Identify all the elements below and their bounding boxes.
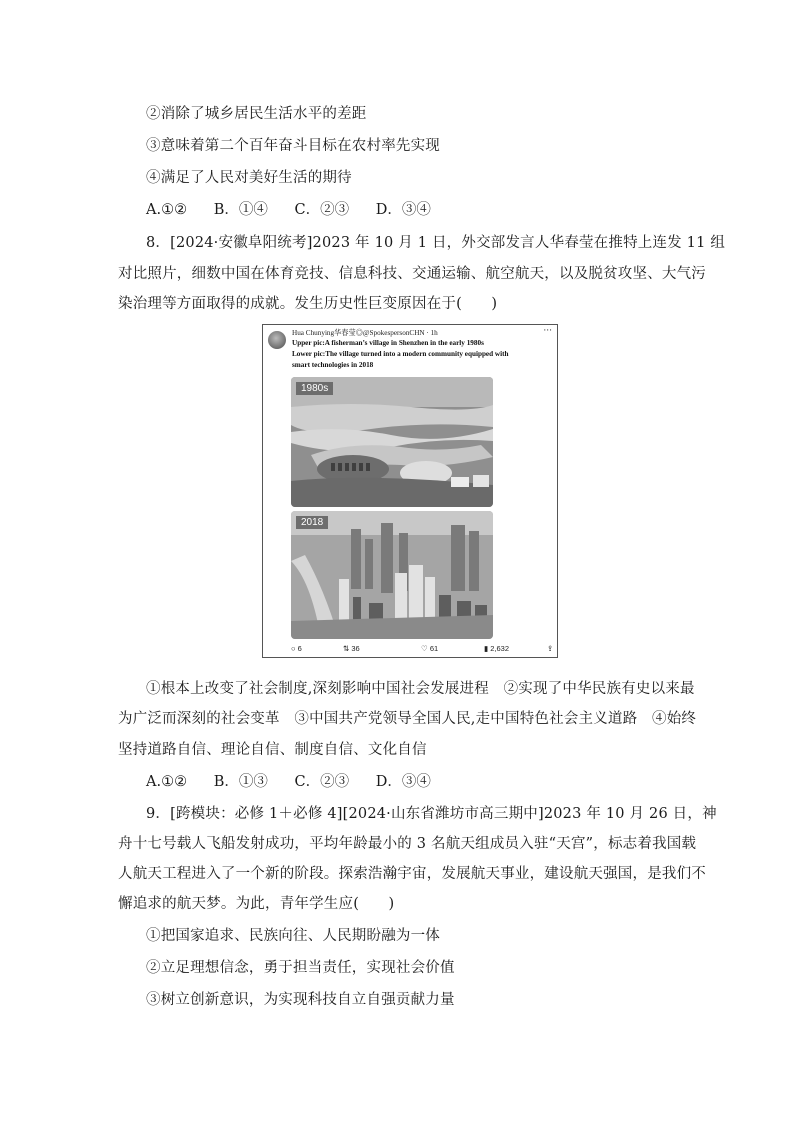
q9-option-2: ②立足理想信念，勇于担当责任，实现社会价值 bbox=[146, 960, 455, 976]
q9-stem-line-4: 懈追求的航天梦。为此，青年学生应( ) bbox=[118, 896, 395, 912]
avatar bbox=[268, 331, 286, 349]
more-icon: ··· bbox=[543, 326, 552, 336]
like-action[interactable] bbox=[421, 644, 438, 653]
q7-choice-b: B．①④ bbox=[213, 202, 268, 218]
heart-icon: ♡ bbox=[421, 644, 428, 653]
retweet-count: 36 bbox=[351, 644, 360, 653]
q8-stem-line-2: 对比照片，细数中国在体育竞技、信息科技、交通运输、航空航天，以及脱贫攻坚、大气污 bbox=[118, 266, 706, 282]
q8-choice-c: C．②③ bbox=[294, 774, 350, 790]
q7-choice-a: A.①② bbox=[146, 202, 188, 218]
q8-stem-line-3: 染治理等方面取得的成就。发生历史性巨变原因在于( ) bbox=[118, 296, 498, 312]
q7-option-2: ②消除了城乡居民生活水平的差距 bbox=[146, 106, 367, 122]
q7-choice-d: D．③④ bbox=[375, 202, 431, 218]
like-count: 61 bbox=[429, 644, 439, 653]
tweet-actions bbox=[291, 644, 561, 656]
q7-choice-c: C．②③ bbox=[294, 202, 350, 218]
q9-option-3: ③树立创新意识，为实现科技自立自强贡献力量 bbox=[146, 992, 455, 1008]
share-icon[interactable]: ⇪ bbox=[547, 644, 554, 653]
q8-statement-line-3: 坚持道路自信、理论自信、制度自信、文化自信 bbox=[118, 742, 427, 758]
q8-stem-line-1: 8．[2024·安徽阜阳统考]2023 年 10 月 1 日，外交部发言人华春莹在推特上连发 11 组 bbox=[146, 235, 726, 251]
tweet-text-line-3: smart technologies in 2018 bbox=[292, 361, 374, 369]
q7-answer-choices bbox=[146, 198, 453, 219]
reply-action[interactable] bbox=[291, 644, 302, 653]
q9-option-1: ①把国家追求、民族向往、人民期盼融为一体 bbox=[146, 928, 440, 944]
q8-statement-line-1: ①根本上改变了社会制度,深刻影响中国社会发展进程 ②实现了中华民族有史以来最 bbox=[146, 681, 695, 697]
tweet-card bbox=[262, 324, 558, 658]
q9-stem-line-3: 人航天工程进入了一个新的阶段。探索浩瀚宇宙，发展航天事业，建设航天强国，是我们不 bbox=[118, 866, 706, 882]
reply-count: 6 bbox=[297, 644, 302, 653]
bar-chart-icon: ▮ bbox=[484, 644, 489, 653]
q9-stem-line-1: 9．[跨模块：必修 1＋必修 4][2024·山东省潍坊市高三期中]2023 年 10 月 26 日，神 bbox=[146, 806, 717, 822]
year-label-1980s: 1980s bbox=[296, 382, 333, 395]
q7-option-4: ④满足了人民对美好生活的期待 bbox=[146, 170, 352, 186]
views-action[interactable] bbox=[484, 644, 509, 653]
tweet-text-line-1: Upper pic:A fisherman’s village in Shenzhen in the early 1980s bbox=[292, 339, 484, 347]
q8-answer-choices bbox=[146, 770, 453, 791]
q8-choice-d: D．③④ bbox=[375, 774, 431, 790]
photo-2018 bbox=[291, 511, 493, 639]
photo-1980s bbox=[291, 377, 493, 507]
retweet-icon: ⇅ bbox=[343, 644, 350, 653]
year-label-2018: 2018 bbox=[296, 516, 328, 529]
views-count: 2,632 bbox=[490, 644, 510, 653]
q8-choice-b: B．①③ bbox=[213, 774, 268, 790]
q9-stem-line-2: 舟十七号载人飞船发射成功，平均年龄最小的 3 名航天组成员入驻“天宫”，标志着我国载 bbox=[118, 836, 697, 852]
tweet-header: Hua Chunying华春莹◎@SpokespersonCHN · 1h bbox=[292, 329, 438, 337]
retweet-action[interactable] bbox=[343, 644, 360, 653]
tweet-text-line-2: Lower pic:The village turned into a modern community equipped with bbox=[292, 350, 509, 358]
reply-icon: ○ bbox=[291, 644, 296, 653]
q8-statement-line-2: 为广泛而深刻的社会变革 ③中国共产党领导全国人民,走中国特色社会主义道路 ④始终 bbox=[118, 711, 697, 727]
q8-choice-a: A.①② bbox=[146, 774, 188, 790]
q7-option-3: ③意味着第二个百年奋斗目标在农村率先实现 bbox=[146, 138, 440, 154]
